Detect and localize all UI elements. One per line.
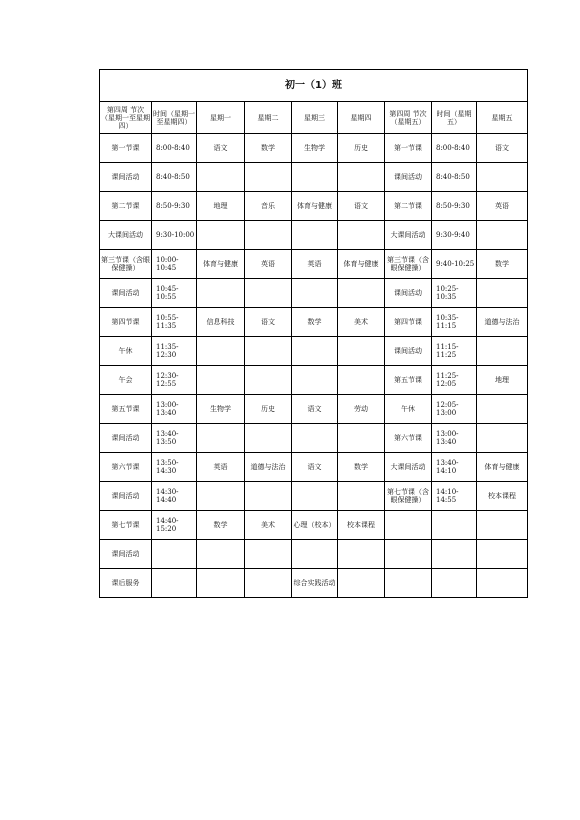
- wednesday-cell: 语文: [292, 395, 338, 424]
- friday-time-cell: [432, 511, 477, 540]
- wednesday-cell: 生物学: [292, 134, 338, 163]
- wednesday-header: 星期三: [292, 102, 338, 134]
- period-cell: 午会: [100, 366, 152, 395]
- friday-cell: 校本课程: [477, 482, 528, 511]
- monday-cell: 英语: [197, 453, 245, 482]
- time-cell: 10:45-10:55: [152, 279, 197, 308]
- friday-time-cell: 13:40-14:10: [432, 453, 477, 482]
- monday-cell: 生物学: [197, 395, 245, 424]
- table-row: [100, 453, 528, 482]
- wednesday-cell: 数学: [292, 308, 338, 337]
- thursday-cell: 语文: [338, 192, 385, 221]
- monday-cell: [197, 569, 245, 598]
- friday-period-cell: [385, 569, 432, 598]
- friday-cell: [477, 395, 528, 424]
- table-row: [100, 134, 528, 163]
- table-row: [100, 192, 528, 221]
- period-cell: 第六节课: [100, 453, 152, 482]
- tuesday-cell: 美术: [245, 511, 292, 540]
- time-cell: [152, 540, 197, 569]
- time-header-fri: 时间（星期五）: [432, 102, 477, 134]
- time-cell: [152, 569, 197, 598]
- wednesday-cell: [292, 540, 338, 569]
- monday-cell: [197, 424, 245, 453]
- monday-header: 星期一: [197, 102, 245, 134]
- tuesday-cell: [245, 424, 292, 453]
- period-cell: 第二节课: [100, 192, 152, 221]
- wednesday-cell: 心理（校本）: [292, 511, 338, 540]
- friday-period-cell: 午休: [385, 395, 432, 424]
- time-cell: 9:30-10:00: [152, 221, 197, 250]
- friday-cell: 数学: [477, 250, 528, 279]
- table-row: [100, 424, 528, 453]
- table-row: [100, 250, 528, 279]
- thursday-header: 星期四: [338, 102, 385, 134]
- friday-period-cell: 第四节课: [385, 308, 432, 337]
- thursday-cell: [338, 163, 385, 192]
- friday-cell: 语文: [477, 134, 528, 163]
- wednesday-cell: [292, 424, 338, 453]
- period-cell: 课间活动: [100, 163, 152, 192]
- wednesday-cell: [292, 337, 338, 366]
- wednesday-cell: 英语: [292, 250, 338, 279]
- friday-time-cell: [432, 569, 477, 598]
- monday-cell: [197, 482, 245, 511]
- time-cell: 12:30-12:55: [152, 366, 197, 395]
- thursday-cell: 数学: [338, 453, 385, 482]
- friday-period-cell: 第三节课（含眼保健操）: [385, 250, 432, 279]
- friday-header: 星期五: [477, 102, 528, 134]
- wednesday-cell: [292, 482, 338, 511]
- monday-cell: 信息科技: [197, 308, 245, 337]
- tuesday-cell: 数学: [245, 134, 292, 163]
- thursday-cell: [338, 424, 385, 453]
- thursday-cell: [338, 366, 385, 395]
- table-row: [100, 308, 528, 337]
- friday-period-cell: 第一节课: [385, 134, 432, 163]
- friday-time-cell: 9:40-10:25: [432, 250, 477, 279]
- table-row: [100, 279, 528, 308]
- monday-cell: [197, 221, 245, 250]
- wednesday-cell: [292, 366, 338, 395]
- time-cell: 13:50-14:30: [152, 453, 197, 482]
- wednesday-cell: [292, 163, 338, 192]
- period-cell: 课间活动: [100, 279, 152, 308]
- friday-cell: [477, 279, 528, 308]
- friday-cell: 地理: [477, 366, 528, 395]
- thursday-cell: 美术: [338, 308, 385, 337]
- time-header-mon-thu: 时间（星期一至星期四）: [152, 102, 197, 134]
- period-cell: 课间活动: [100, 540, 152, 569]
- time-cell: 13:40-13:50: [152, 424, 197, 453]
- table-row: [100, 540, 528, 569]
- friday-period-cell: 大课间活动: [385, 221, 432, 250]
- time-cell: 8:50-9:30: [152, 192, 197, 221]
- period-cell: 第四节课: [100, 308, 152, 337]
- time-cell: 10:00-10:45: [152, 250, 197, 279]
- tuesday-cell: [245, 569, 292, 598]
- tuesday-cell: 音乐: [245, 192, 292, 221]
- time-cell: 8:00-8:40: [152, 134, 197, 163]
- friday-period-cell: 大课间活动: [385, 453, 432, 482]
- time-cell: 10:55-11:35: [152, 308, 197, 337]
- period-cell: 课后服务: [100, 569, 152, 598]
- monday-cell: [197, 540, 245, 569]
- time-cell: 14:30-14:40: [152, 482, 197, 511]
- table-row: [100, 163, 528, 192]
- friday-period-cell: [385, 540, 432, 569]
- thursday-cell: [338, 337, 385, 366]
- tuesday-cell: [245, 366, 292, 395]
- friday-cell: [477, 424, 528, 453]
- monday-cell: [197, 366, 245, 395]
- thursday-cell: [338, 540, 385, 569]
- time-cell: 11:35-12:30: [152, 337, 197, 366]
- class-timetable: [99, 69, 528, 598]
- monday-cell: 数学: [197, 511, 245, 540]
- friday-time-cell: [432, 540, 477, 569]
- table-row: [100, 366, 528, 395]
- tuesday-cell: [245, 221, 292, 250]
- monday-cell: 地理: [197, 192, 245, 221]
- header-row: [100, 102, 528, 134]
- period-cell: 大课间活动: [100, 221, 152, 250]
- wednesday-cell: 综合实践活动: [292, 569, 338, 598]
- monday-cell: [197, 337, 245, 366]
- friday-cell: 道德与法治: [477, 308, 528, 337]
- friday-time-cell: 10:35-11:15: [432, 308, 477, 337]
- friday-cell: [477, 511, 528, 540]
- tuesday-cell: [245, 337, 292, 366]
- table-row: [100, 511, 528, 540]
- table-row: [100, 482, 528, 511]
- friday-time-cell: 9:30-9:40: [432, 221, 477, 250]
- thursday-cell: 体育与健康: [338, 250, 385, 279]
- timetable-title: 初一（1）班: [100, 70, 528, 102]
- tuesday-cell: [245, 540, 292, 569]
- period-cell: 第五节课: [100, 395, 152, 424]
- friday-period-cell: 课间活动: [385, 279, 432, 308]
- friday-period-cell: 第五节课: [385, 366, 432, 395]
- period-cell: 课间活动: [100, 482, 152, 511]
- friday-time-cell: 8:00-8:40: [432, 134, 477, 163]
- thursday-cell: 历史: [338, 134, 385, 163]
- tuesday-cell: [245, 163, 292, 192]
- friday-time-cell: 14:10-14:55: [432, 482, 477, 511]
- wednesday-cell: [292, 221, 338, 250]
- friday-cell: [477, 221, 528, 250]
- tuesday-header: 星期二: [245, 102, 292, 134]
- period-cell: 第一节课: [100, 134, 152, 163]
- thursday-cell: [338, 221, 385, 250]
- friday-time-cell: 12:05-13:00: [432, 395, 477, 424]
- table-row: [100, 221, 528, 250]
- wednesday-cell: 语文: [292, 453, 338, 482]
- friday-time-cell: 8:50-9:30: [432, 192, 477, 221]
- wednesday-cell: [292, 279, 338, 308]
- friday-period-cell: 第七节课（含眼保健操）: [385, 482, 432, 511]
- period-cell: 第三节课（含眼保健操）: [100, 250, 152, 279]
- tuesday-cell: 道德与法治: [245, 453, 292, 482]
- tuesday-cell: [245, 279, 292, 308]
- time-cell: 8:40-8:50: [152, 163, 197, 192]
- table-row: [100, 569, 528, 598]
- table-row: [100, 395, 528, 424]
- period-cell: 午休: [100, 337, 152, 366]
- tuesday-cell: [245, 482, 292, 511]
- friday-cell: [477, 337, 528, 366]
- wednesday-cell: 体育与健康: [292, 192, 338, 221]
- friday-time-cell: 11:25-12:05: [432, 366, 477, 395]
- friday-period-cell: 第六节课: [385, 424, 432, 453]
- friday-cell: [477, 163, 528, 192]
- thursday-cell: [338, 482, 385, 511]
- thursday-cell: [338, 569, 385, 598]
- friday-time-cell: 13:00-13:40: [432, 424, 477, 453]
- friday-cell: 英语: [477, 192, 528, 221]
- period-header-mon-thu: 第四周 节次（星期一至星期四）: [100, 102, 152, 134]
- tuesday-cell: 语文: [245, 308, 292, 337]
- friday-cell: [477, 569, 528, 598]
- monday-cell: [197, 163, 245, 192]
- time-cell: 13:00-13:40: [152, 395, 197, 424]
- friday-cell: 体育与健康: [477, 453, 528, 482]
- monday-cell: 体育与健康: [197, 250, 245, 279]
- friday-time-cell: 11:15-11:25: [432, 337, 477, 366]
- friday-period-cell: [385, 511, 432, 540]
- period-cell: 课间活动: [100, 424, 152, 453]
- monday-cell: 语文: [197, 134, 245, 163]
- period-cell: 第七节课: [100, 511, 152, 540]
- friday-cell: [477, 540, 528, 569]
- thursday-cell: 劳动: [338, 395, 385, 424]
- friday-period-cell: 课间活动: [385, 337, 432, 366]
- friday-time-cell: 8:40-8:50: [432, 163, 477, 192]
- thursday-cell: [338, 279, 385, 308]
- monday-cell: [197, 279, 245, 308]
- friday-period-cell: 第二节课: [385, 192, 432, 221]
- thursday-cell: 校本课程: [338, 511, 385, 540]
- friday-period-cell: 课间活动: [385, 163, 432, 192]
- tuesday-cell: 历史: [245, 395, 292, 424]
- tuesday-cell: 英语: [245, 250, 292, 279]
- time-cell: 14:40-15:20: [152, 511, 197, 540]
- period-header-fri: 第四周 节次（星期五）: [385, 102, 432, 134]
- friday-time-cell: 10:25-10:35: [432, 279, 477, 308]
- table-row: [100, 337, 528, 366]
